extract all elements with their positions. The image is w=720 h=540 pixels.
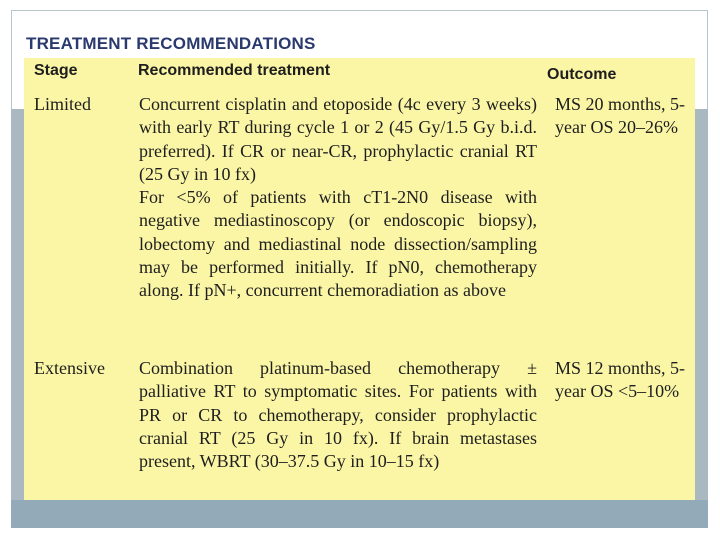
row-limited-stage: Limited bbox=[34, 94, 91, 114]
treatment-table bbox=[24, 58, 695, 500]
slide-title: TREATMENT RECOMMENDATIONS bbox=[26, 34, 316, 53]
row-extensive-treatment bbox=[139, 357, 537, 473]
row-limited-treatment bbox=[139, 93, 537, 303]
row-limited-treatment-para-2: For <5% of patients with cT1-2N0 disease with negative mediastinoscopy (or endoscopic biopsy), lobectomy and mediastinal node dissection/sampling may be performed initially. If pN0, chemotherapy along. If pN+, concurrent chemoradiation as above bbox=[139, 187, 537, 301]
row-limited-treatment-para-1: Concurrent cisplatin and etoposide (4c every 3 weeks) with early RT during cycle 1 or 2 (45 Gy/1.5 Gy b.i.d. preferred). If CR or near-CR, prophylactic cranial RT (25 Gy in 10 fx) bbox=[139, 94, 537, 184]
bottom-accent-band bbox=[11, 500, 708, 528]
left-accent-band bbox=[11, 109, 24, 501]
row-extensive-stage: Extensive bbox=[34, 358, 105, 378]
header-outcome: Outcome bbox=[547, 66, 617, 83]
row-extensive-outcome: MS 12 months, 5-year OS <5–10% bbox=[555, 358, 686, 402]
row-limited-outcome: MS 20 months, 5-year OS 20–26% bbox=[555, 94, 686, 138]
right-accent-band bbox=[695, 109, 708, 501]
header-stage: Stage bbox=[34, 62, 78, 79]
header-treatment: Recommended treatment bbox=[138, 62, 331, 79]
row-extensive-treatment-para-1: Combination platinum-based chemotherapy ± palliative RT to symptomatic sites. For patients with PR or CR to chemotherapy, consider prophylactic cranial RT (25 Gy in 10 fx). If brain metastases present, WBRT (30–37.5 Gy in 10–15 fx) bbox=[139, 358, 537, 472]
